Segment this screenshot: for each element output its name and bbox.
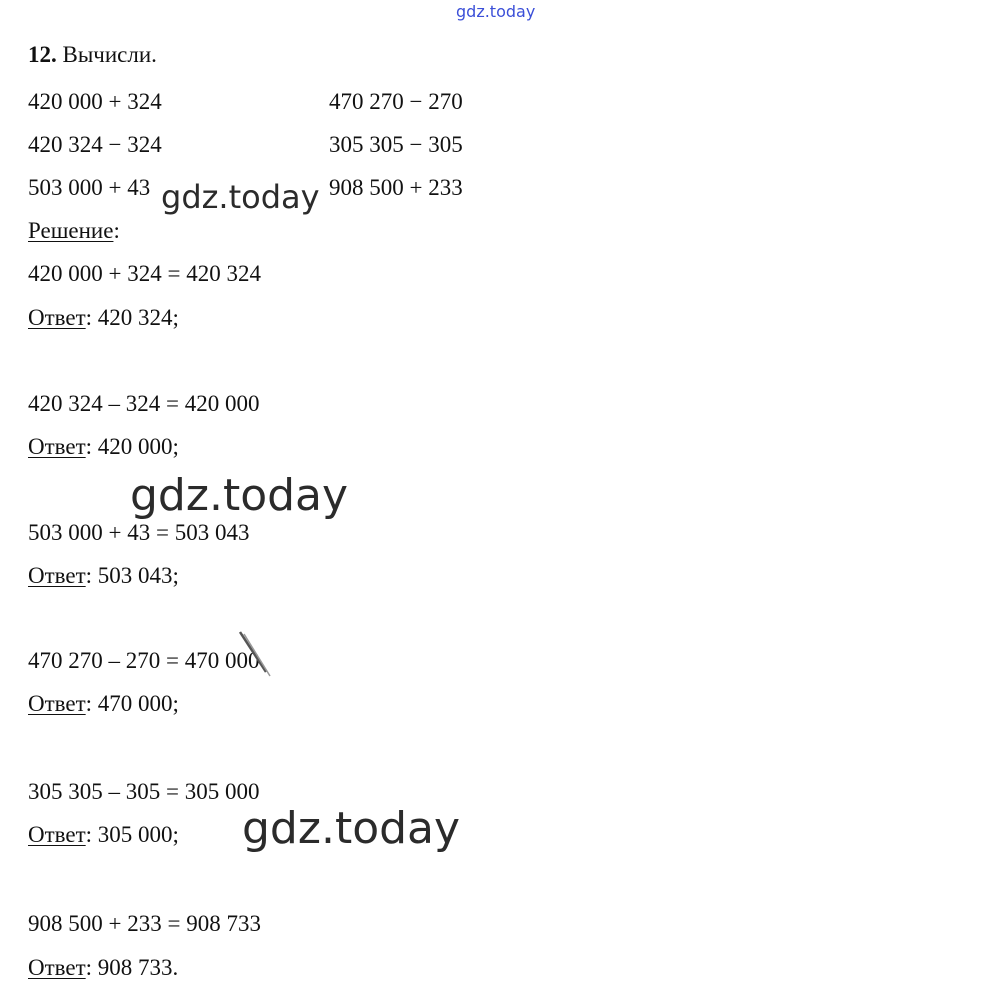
- exercise-6: 908 500 + 233: [329, 175, 463, 200]
- answer-label: Ответ: [28, 955, 86, 980]
- watermark-3: gdz.today: [242, 803, 461, 854]
- exercise-5: 503 000 + 43: [28, 175, 151, 200]
- solution-3-expression: 503 000 + 43 = 503 043: [28, 520, 250, 545]
- solution-heading: Решение:: [28, 218, 120, 243]
- solution-6-expression: 908 500 + 233 = 908 733: [28, 911, 261, 936]
- task-heading: [28, 42, 157, 68]
- solution-4-expression: 470 270 – 270 = 470 000: [28, 648, 260, 673]
- answer-value: : 305 000;: [85, 822, 179, 847]
- solution-1-expression: 420 000 + 324 = 420 324: [28, 261, 261, 286]
- answer-label: Ответ: [28, 305, 86, 330]
- solution-5-answer: [28, 822, 179, 848]
- answer-value: : 503 043;: [85, 563, 179, 588]
- task-number: 12.: [28, 42, 57, 67]
- top-watermark: gdz.today: [456, 2, 536, 21]
- answer-value: : 908 733.: [85, 955, 179, 980]
- solution-2-expression: 420 324 – 324 = 420 000: [28, 391, 260, 416]
- answer-value: : 420 324;: [85, 305, 179, 330]
- answer-label: Ответ: [28, 434, 86, 459]
- exercise-3: 420 324 − 324: [28, 132, 162, 157]
- answer-label: Ответ: [28, 691, 86, 716]
- solution-2-answer: [28, 434, 179, 460]
- exercise-2: 470 270 − 270: [329, 89, 463, 114]
- solution-6-answer: [28, 955, 178, 981]
- solution-label: Решение: [28, 218, 114, 243]
- answer-value: : 470 000;: [85, 691, 179, 716]
- solution-3-answer: [28, 563, 179, 589]
- task-title: Вычисли.: [56, 42, 157, 67]
- answer-label: Ответ: [28, 822, 86, 847]
- exercise-4: 305 305 − 305: [329, 132, 463, 157]
- answer-value: : 420 000;: [85, 434, 179, 459]
- scratch-mark-icon: [236, 630, 282, 680]
- solution-1-answer: [28, 305, 179, 331]
- answer-label: Ответ: [28, 563, 86, 588]
- watermark-1: gdz.today: [161, 178, 320, 216]
- exercise-1: 420 000 + 324: [28, 89, 162, 114]
- watermark-2: gdz.today: [130, 470, 349, 521]
- solution-5-expression: 305 305 – 305 = 305 000: [28, 779, 260, 804]
- solution-4-answer: [28, 691, 179, 717]
